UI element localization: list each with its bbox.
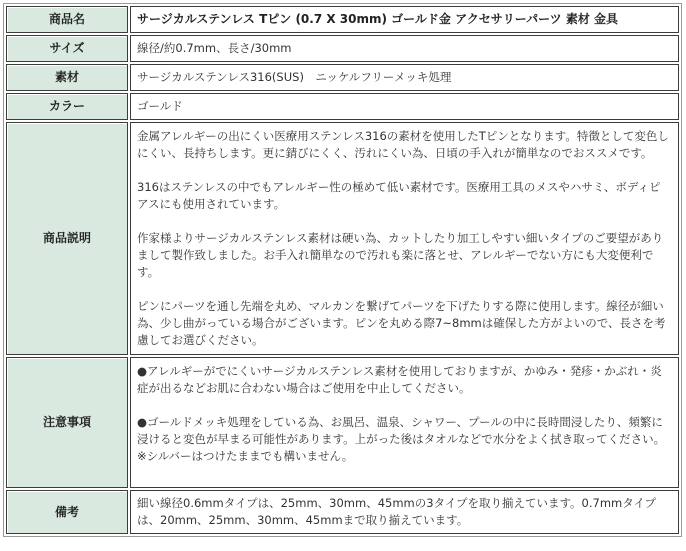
spec-row-notes — [6, 490, 679, 534]
caution-paragraph: ●ゴールドメッキ処理をしている為、お風呂、温泉、シャワー、プールの中に長時間浸したり、頻繁に浸けると変色が早まる可能性があります。上がった後はタオルなどで水分をよく拭き取ってください。※シルバーはつけたままでも構いません。 — [137, 415, 666, 463]
caution-paragraph: ●アレルギーがでにくいサージカルステンレス素材を使用しておりますが、かゆみ・発疹・かぶれ・炎症が出るなどお肌に合わない場合はご使用を中止してください。 — [137, 364, 662, 395]
spec-label-material: 素材 — [6, 64, 128, 91]
description-paragraph: 金属アレルギーの出にくい医療用ステンレス316の素材を使用したTピンとなります。特徴として変色しにくい、長持ちします。更に錆びにくく、汚れにくい為、日頃の手入れが簡単なのでおススメです。 — [137, 129, 669, 160]
spec-value-product-name: サージカルステンレス Tピン (0.7 X 30mm) ゴールド金 アクセサリーパーツ 素材 金具 — [130, 6, 679, 33]
description-paragraph: ピンにパーツを通し先端を丸め、マルカンを繋げてパーツを下げたりする際に使用します。線径が細い為、少し曲がっている場合がございます。ピンを丸める際7~8mmは確保した方がよいので、長さを考慮してお選びください。 — [137, 299, 666, 347]
spec-value-color: ゴールド — [130, 93, 679, 120]
spec-value-cautions — [130, 357, 679, 488]
spec-label-color: カラー — [6, 93, 128, 120]
spec-value-material: サージカルステンレス316(SUS) ニッケルフリーメッキ処理 — [130, 64, 679, 91]
spec-row-product-name — [6, 6, 679, 33]
spec-value-description — [130, 122, 679, 355]
spec-label-size: サイズ — [6, 35, 128, 62]
spec-row-material — [6, 64, 679, 91]
spec-label-product-name: 商品名 — [6, 6, 128, 33]
spec-row-cautions — [6, 357, 679, 488]
spec-label-cautions: 注意事項 — [6, 357, 128, 488]
product-spec-table — [3, 3, 682, 537]
description-paragraph: 作家様よりサージカルステンレス素材は硬い為、カットしたり加工しやすい細いタイプのご要望がありまして製作致しました。お手入れ簡単なので汚れも楽に落とせ、アレルギーでない方にも大変便利です。 — [137, 231, 664, 279]
spec-row-color — [6, 93, 679, 120]
description-paragraph: 316はステンレスの中でもアレルギー性の極めて低い素材です。医療用工具のメスやハサミ、ボディピアスにも使用されています。 — [137, 180, 661, 211]
spec-label-description: 商品説明 — [6, 122, 128, 355]
spec-row-size — [6, 35, 679, 62]
spec-label-notes: 備考 — [6, 490, 128, 534]
spec-value-notes: 細い線径0.6mmタイプは、25mm、30mm、45mmの3タイプを取り揃えています。0.7mmタイプは、20mm、25mm、30mm、45mmまで取り揃えています。 — [130, 490, 679, 534]
spec-value-size: 線径/約0.7mm、長さ/30mm — [130, 35, 679, 62]
spec-row-description — [6, 122, 679, 355]
